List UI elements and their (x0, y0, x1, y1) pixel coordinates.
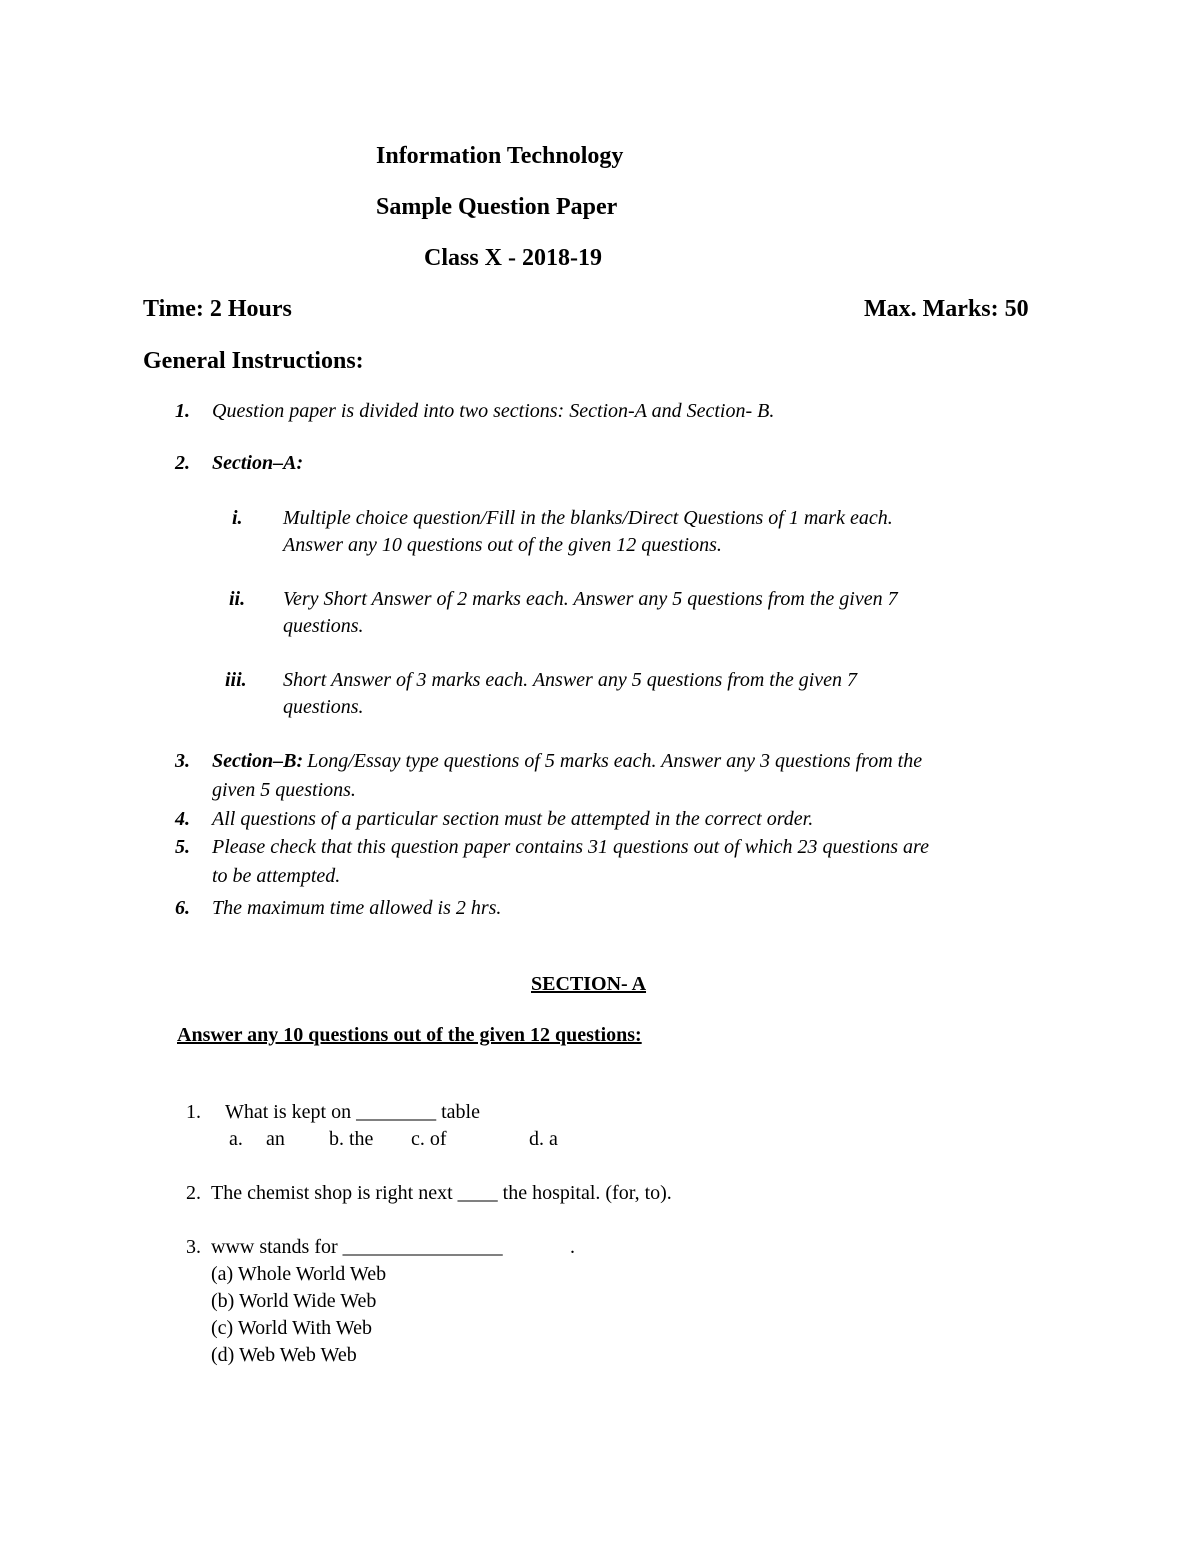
time-line: Time: 2 Hours (143, 296, 292, 322)
instruction-number: 5. (175, 836, 190, 858)
instructions-heading: General Instructions: (143, 348, 364, 374)
sub-instruction-number: i. (232, 507, 243, 529)
question-option: a. (229, 1128, 243, 1150)
instruction-section-label: Section–A: (212, 452, 304, 474)
instruction-text-line: given 5 questions. (212, 779, 356, 801)
section-a-heading: SECTION- A (531, 973, 647, 995)
instruction-number: 3. (175, 750, 190, 772)
instruction-text-line: to be attempted. (212, 865, 341, 887)
question-option: b. the (329, 1128, 374, 1150)
instruction-number: 2. (175, 452, 190, 474)
instruction-section-label: Section–B: (212, 750, 304, 772)
question-text: The chemist shop is right next ____ the hospital. (for, to). (211, 1182, 672, 1204)
instruction-text: All questions of a particular section must be attempted in the correct order. (212, 808, 814, 830)
sub-instruction-text: Very Short Answer of 2 marks each. Answer any 5 questions from the given 7 (283, 588, 898, 610)
instruction-text-line: Please check that this question paper contains 31 questions out of which 23 questions are (212, 836, 929, 858)
sub-instruction-text: Multiple choice question/Fill in the blanks/Direct Questions of 1 mark each. (283, 507, 893, 529)
question-text: www stands for ________________ (211, 1236, 503, 1258)
question-option: (b) World Wide Web (211, 1290, 377, 1312)
max-marks-line: Max. Marks: 50 (864, 296, 1029, 322)
sub-instruction-text: Short Answer of 3 marks each. Answer any 5 questions from the given 7 (283, 669, 858, 691)
question-number: 1. (186, 1101, 201, 1123)
instruction-number: 4. (175, 808, 190, 830)
question-option: (d) Web Web Web (211, 1344, 357, 1366)
sub-instruction-text: questions. (283, 696, 364, 718)
sub-instruction-text: questions. (283, 615, 364, 637)
section-a-instruction: Answer any 10 questions out of the given 12 questions: (177, 1024, 642, 1046)
sub-instruction-text: Answer any 10 questions out of the given 12 questions. (283, 534, 722, 556)
instruction-text: The maximum time allowed is 2 hrs. (212, 897, 502, 919)
question-number: 3. (186, 1236, 201, 1258)
question-option: (c) World With Web (211, 1317, 372, 1339)
class-line: Class X - 2018-19 (424, 245, 602, 271)
paper-subtitle: Sample Question Paper (376, 194, 618, 220)
instruction-text-line: Long/Essay type questions of 5 marks each. Answer any 3 questions from the (307, 750, 923, 772)
question-option: d. a (529, 1128, 558, 1150)
question-option: an (266, 1128, 285, 1150)
question-text-tail: . (570, 1236, 575, 1258)
instruction-text: Question paper is divided into two sections: Section-A and Section- B. (212, 400, 775, 422)
question-text: What is kept on ________ table (225, 1101, 480, 1123)
instruction-number: 6. (175, 897, 190, 919)
instruction-text (212, 750, 922, 773)
instruction-number: 1. (175, 400, 190, 422)
question-number: 2. (186, 1182, 201, 1204)
sub-instruction-number: iii. (225, 669, 247, 691)
paper-subject-title: Information Technology (376, 143, 624, 169)
question-option: (a) Whole World Web (211, 1263, 387, 1285)
question-option: c. of (411, 1128, 447, 1150)
sub-instruction-number: ii. (229, 588, 246, 610)
